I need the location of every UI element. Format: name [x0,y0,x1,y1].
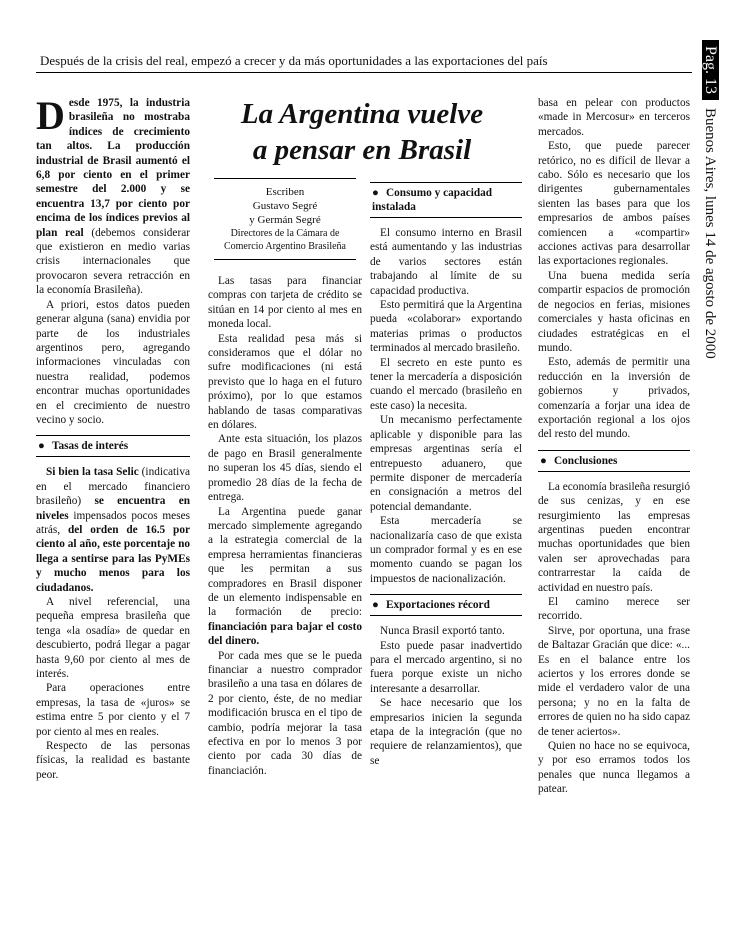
place-date: Buenos Aires, lunes 14 de agosto de 2000 [702,108,718,359]
intro-paragraph [36,93,190,298]
section-heading-consumo: ● Consumo y capacidad instalada [370,182,522,218]
paragraph: Las tasas para financiar compras con tarjeta de crédito se sitúan en 14 por ciento al mes en moneda local. [208,275,362,331]
paragraph: basa en pelear con productos «made in Mercosur» en terceros mercados. [538,97,690,138]
drop-cap: D [36,93,65,138]
article-title: La Argentina vuelve a pensar en Brasil [240,98,484,166]
section-heading-conclusiones: ● Conclusiones [538,450,690,472]
intro-rest: (debemos considerar que existieron en medio varias crisis internacionales que provocaron severa retracción en la economía Brasileña). [36,226,190,297]
paragraph: Esta mercadería se nacionalizaría caso de que exista un comprador formal y es en ese momento cuando se pagan los impuestos de nacionalización. [370,515,522,585]
column-1 [36,93,191,782]
paragraph: Esto, que puede parecer retórico, no es difícil de llevar a cabo. Sólo es necesario que los dirigentes gubernamentales sienten las bases para que los empresarios de ambos países comiencen a «compartir» acciones activas para desarrollar las exportaciones regionales. [538,140,690,268]
paragraph: La economía brasileña resurgió de sus cenizas, y en ese resurgimiento las empresas argentinas pueden encontrar muchas oportunidades que bien valen ser aprovechadas para contrarrestar la caída de actividad en nuestro país. [538,480,690,594]
paragraph: Esto permitirá que la Argentina pueda «colaborar» exportando materias primas o productos terminados al mercado brasileño. [370,299,522,355]
section-heading-exportaciones: ● Exportaciones récord [370,594,522,616]
intro-bold: esde 1975, la industria brasileña no mostraba índices de crecimiento tan altos. La producción industrial de Brasil aumentó el 6,8 por ciento en el primer semestre del 2.000 y se encuentra 13,7 por ciento por encima de los índices previos al plan real [36,97,190,239]
section-heading-tasas: ● Tasas de interés [36,435,190,457]
paragraph: A nivel referencial, una pequeña empresa brasileña que tenga «la osadía» de quedar en descubierto, podrá llegar a pagar hasta 9,60 por ciento al mes de interés. [36,596,190,681]
paragraph: El secreto en este punto es tener la mercadería a disposición cuando el mercado (brasileño en este caso) la necesita. [370,356,522,412]
paragraph: Se hace necesario que los empresarios inicien la segunda etapa de la integración (que no requiere de relanzamientos), que se [370,697,522,767]
kicker-headline: Después de la crisis del real, empezó a crecer y da más oportunidades a las exportaciones del país [40,53,548,68]
column-4 [538,96,690,797]
paragraph: Respecto de las personas físicas, la realidad es bastante peor. [36,740,190,781]
paragraph: A priori, estos datos pueden generar alguna (sana) envidia por parte de los industriales argentinos pero, agregando informaciones vinculadas con nuestra realidad, podemos encontrar muchas oportunidades en el crecimiento de nuestro vecino y socio. [36,298,190,426]
paragraph: Un mecanismo perfectamente aplicable y disponible para las empresas argentinas sería el entrepuesto aduanero, que permite disponer de mercadería en consignación a metros del potencial demandante. [370,414,522,513]
paragraph: Si bien la tasa Selic (indicativa en el mercado financiero brasileño) se encuentra en niveles impensados pocos meses atrás, del orden de 16.5 por ciento al año, este porcentaje no llega a sentirse para las PyMEs y mucho menos para los ciudadanos. [36,466,191,594]
column-3 [370,180,522,768]
paragraph: Quien no hace no se equivoca, y por eso erramos todos los penales que nunca llegamos a patear. [538,740,690,796]
paragraph: Nunca Brasil exportó tanto. [380,625,505,638]
paragraph: El camino merece ser recorrido. [538,596,690,623]
byline: Escriben Gustavo Segré y Germán Segré Directores de la Cámara de Comercio Argentino Brasileña [214,178,356,260]
paragraph: El consumo interno en Brasil está aumentando y las industrias de varios sectores están trabajando al límite de su capacidad productiva. [370,227,522,297]
page-sidebar [700,40,720,359]
paragraph: Para operaciones entre empresas, la tasa de «juros» se estima entre 5 por ciento y el 7 por ciento al mes en reales. [36,682,190,738]
paragraph: Por cada mes que se le pueda financiar a nuestro comprador brasileño a una tasa en dólares de 2 por ciento, éste, de no mediar modificación brusca en el tipo de cambio, podría mejorar la tasa efectiva en por lo menos 3 por ciento por cada 30 días de financiación. [208,649,362,777]
paragraph: Sirve, por oportuna, una frase de Baltazar Gracián que dice: «... Es en el balance entre los aciertos y los errores donde se mide el verdadero valor de una persona; y no en la falta de errores de quien no ha sido capaz de tener aciertos». [538,624,690,738]
paragraph: La Argentina puede ganar mercado simplemente agregando a la estrategia comercial de la empresa herramientas financieras que les permitan a sus compradores en Brasil disponer de un elemento indispensable en la formación de precio: financiación para bajar el costo del dinero. [208,505,362,648]
paragraph: Esto puede pasar inadvertido para el mercado argentino, si no fuera porque existe un nicho interesante a desarrollar. [370,639,522,695]
paragraph: Esto, además de permitir una reducción en la inversión de gobiernos y privados, comenzaría a forjar una idea de exportación regional a los ojos del resto del mundo. [538,356,690,441]
paragraph: Una buena medida sería compartir espacios de promoción de negocios en ferias, misiones comerciales y hasta oficinas en ciudades estratégicas en el mundo. [538,269,690,354]
page-number: Pag. 13 [702,40,719,100]
paragraph: Ante esta situación, los plazos de pago en Brasil generalmente no superan los 45 días, siendo el promedio 28 días de la fecha de entrega. [208,433,362,504]
paragraph: Esta realidad pesa más si consideramos que el dólar no sufre modificaciones (ni está previsto que lo haga en el futuro próximo), por lo que estamos hablando de tasas comparativas en dólares. [208,332,362,432]
kicker-rule [36,72,692,73]
